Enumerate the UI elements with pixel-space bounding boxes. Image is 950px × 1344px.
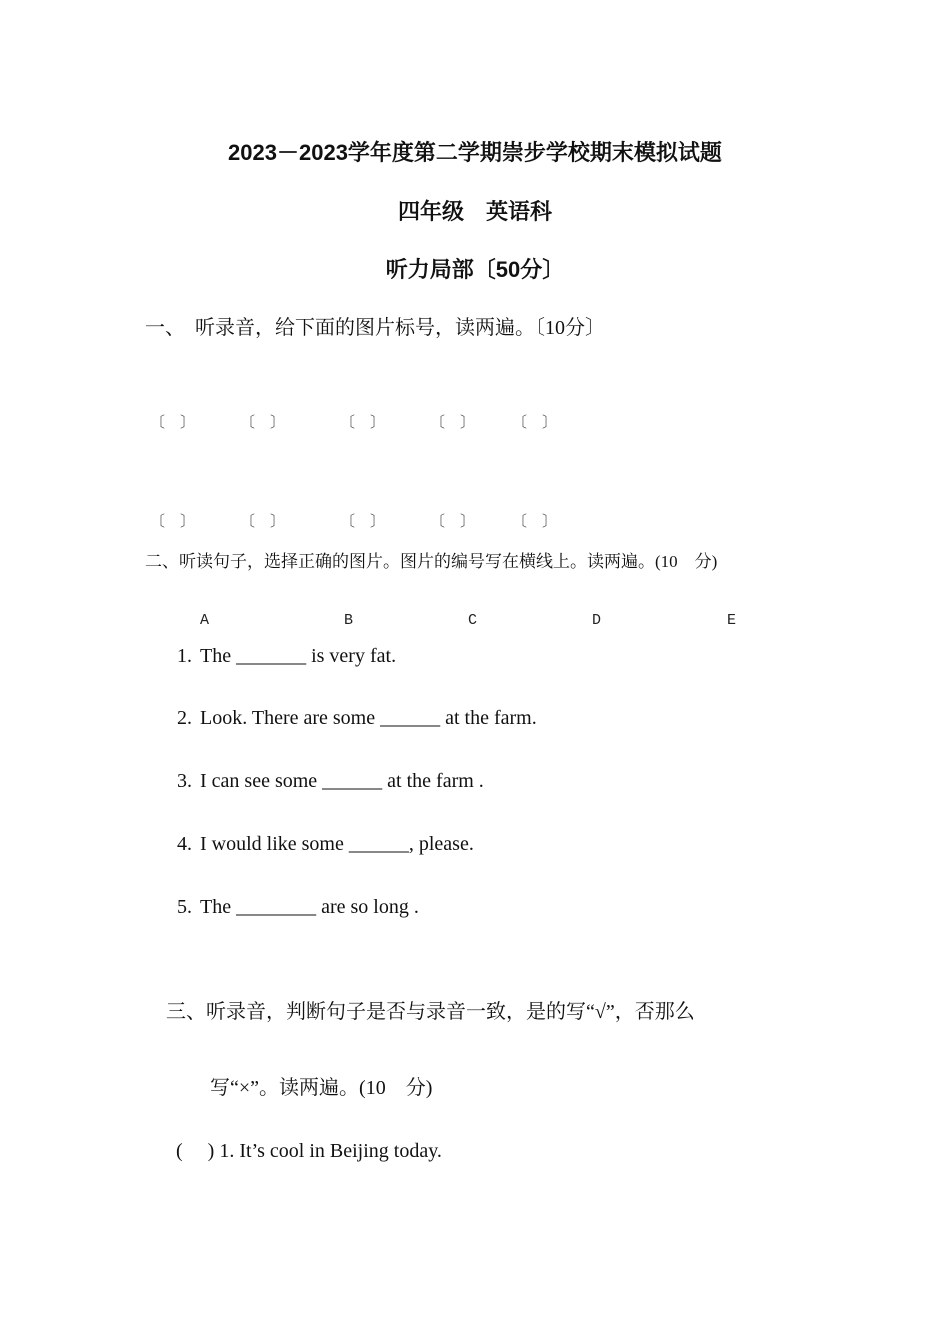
question-text: I can see some ______ at the farm . bbox=[200, 770, 484, 792]
question-item bbox=[164, 707, 537, 730]
answer-bracket: 〔 〕 bbox=[512, 514, 558, 531]
answer-bracket: 〔 〕 bbox=[340, 415, 386, 432]
question-text: The _______ is very fat. bbox=[200, 645, 397, 667]
judgement-item bbox=[176, 1134, 442, 1163]
section1-heading: 一、 听录音，给下面的图片标号，读两遍。〔10分〕 bbox=[145, 317, 605, 339]
question-item bbox=[164, 770, 484, 793]
answer-bracket: 〔 〕 bbox=[240, 415, 286, 432]
grade-subject: 四年级 英语科 bbox=[397, 199, 552, 224]
picture-letter: E bbox=[727, 612, 737, 629]
question-number: 2. bbox=[177, 707, 192, 729]
question-item bbox=[164, 645, 396, 668]
exam-title: 2023－2023学年度第二学期崇步学校期末模拟试题 bbox=[228, 140, 722, 165]
part-heading: 听力局部〔50分〕 bbox=[385, 257, 565, 282]
answer-bracket: 〔 〕 bbox=[240, 514, 286, 531]
section3-heading-cont: 写“×”。读两遍。(10 分) bbox=[210, 1077, 433, 1099]
question-number: 5. bbox=[177, 896, 192, 918]
question-number: 1. bbox=[177, 645, 192, 667]
picture-letter: A bbox=[200, 612, 210, 629]
question-text: The ________ are so long . bbox=[200, 896, 419, 918]
answer-bracket: 〔 〕 bbox=[150, 415, 196, 432]
answer-bracket: 〔 〕 bbox=[512, 415, 558, 432]
judgement-text: 1. It’s cool in Beijing today. bbox=[219, 1140, 442, 1162]
answer-bracket: 〔 〕 bbox=[430, 415, 476, 432]
picture-letter: B bbox=[344, 612, 354, 629]
picture-letter: D bbox=[592, 612, 602, 629]
question-number: 4. bbox=[177, 833, 192, 855]
section3-heading: 三、听录音，判断句子是否与录音一致，是的写“√”，否那么 bbox=[166, 1001, 695, 1023]
question-item bbox=[164, 896, 419, 919]
picture-letter: C bbox=[468, 612, 478, 629]
question-item bbox=[164, 833, 474, 856]
answer-bracket: 〔 〕 bbox=[340, 514, 386, 531]
question-text: I would like some ______, please. bbox=[200, 833, 474, 855]
question-text: Look. There are some ______ at the farm. bbox=[200, 707, 537, 729]
answer-bracket: 〔 〕 bbox=[150, 514, 196, 531]
section2-heading: 二、听读句子，选择正确的图片。图片的编号写在横线上。读两遍。(10 分) bbox=[145, 552, 718, 571]
answer-bracket: ( ) bbox=[176, 1140, 215, 1162]
question-number: 3. bbox=[177, 770, 192, 792]
answer-bracket: 〔 〕 bbox=[430, 514, 476, 531]
